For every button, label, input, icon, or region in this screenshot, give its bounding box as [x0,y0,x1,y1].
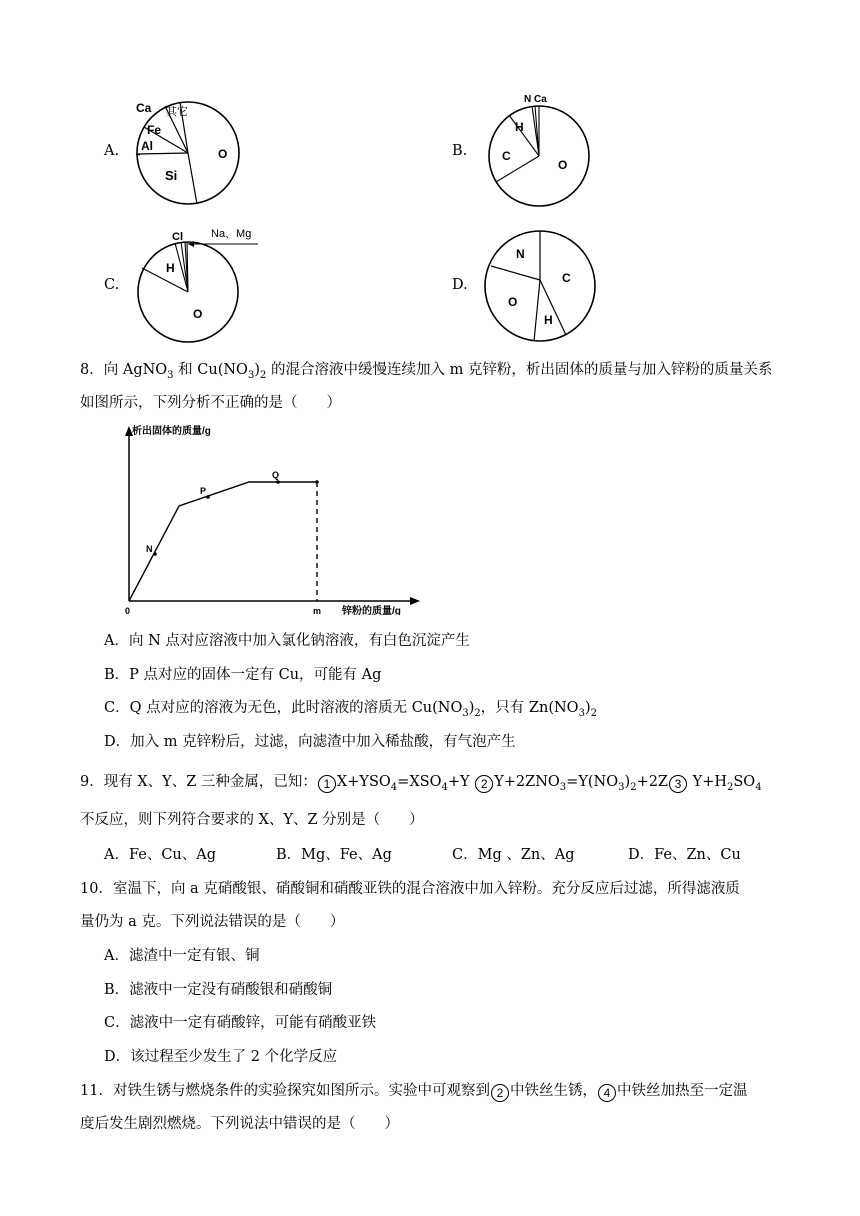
pie-a-label-o: O [218,147,228,161]
graph-x-label: 锌粉的质量/g [342,606,401,615]
q10-option-b[interactable]: B．滤液中一定没有硝酸银和硝酸铜 [104,982,333,998]
question-11-stem: 11．对铁生锈与燃烧条件的实验探究如图所示。实验中可观察到 2 中铁丝生锈， 4 中铁丝加热至一定温 [80,1083,748,1100]
option-letter-b: B. [452,143,468,159]
pie-b-label-h: H [515,120,524,134]
graph-y-label: 析出固体的质量/g [132,426,211,437]
q8-option-b[interactable]: B．P 点对应的固体一定有 Cu，可能有 Ag [104,667,382,683]
q9-option-c[interactable]: C．Mg 、Zn、Ag [452,847,575,863]
pie-c-label-na-mg: Na、Mg [211,228,252,240]
graph-point-p: P [200,486,207,496]
question-9-stem: 9．现有 X、Y、Z 三种金属，已知： 1 $X+YSO_4=XSO_4+Y$ 2 $Y+2ZNO_3=Y(NO_3)_2+2Z$ 3 $Y+H_2SO_4$ [80,774,762,793]
graph-point-q: Q [272,470,280,480]
option-letter-a: A. [104,143,120,159]
pie-b-label-ca: Ca [534,94,547,105]
q8-option-c[interactable]: C．Q 点对应的溶液为无色，此时溶液的溶质无 $Cu(NO_3)_2$，只有 $Zn(NO_3)_2$ [104,700,597,719]
pie-d-label-o: O [508,295,518,309]
graph-point-n: N [146,544,153,554]
pie-c-label-h: H [166,261,175,275]
pie-chart-d [478,224,603,349]
pie-chart-b [482,86,612,216]
question-11-stem-line2: 度后发生剧烈燃烧。下列说法中错误的是（ ） [80,1116,399,1132]
pie-c-label-o: O [193,307,203,321]
mass-graph [112,420,432,615]
pie-chart-c [128,220,298,345]
pie-b-label-n: N [524,94,532,105]
pie-d-label-n: N [516,247,525,261]
pie-b-label-c: C [502,149,511,163]
option-letter-c: C. [104,277,120,293]
pie-a-label-al: Al [141,139,153,153]
question-8-stem-line2: 如图所示，下列分析不正确的是（ ） [80,395,341,411]
q8-option-a[interactable]: A．向 N 点对应溶液中加入氯化钠溶液，有白色沉淀产生 [104,633,470,649]
q10-option-c[interactable]: C．滤液中一定有硝酸锌，可能有硝酸亚铁 [104,1015,377,1031]
q9-option-d[interactable]: D．Fe、Zn、Cu [628,847,741,863]
pie-a-label-si: Si [165,168,178,183]
q10-option-a[interactable]: A．滤渣中一定有银、铜 [104,948,260,964]
pie-a-label-other: 其它 [166,106,188,118]
question-8-stem: 8．向 AgNO$_3$ 和 $Cu(NO_3)_2$ 的混合溶液中缓慢连续加入 m 克锌粉，析出固体的质量与加入锌粉的质量关系 [80,362,773,381]
pie-a-label-fe: Fe [147,123,162,137]
q9-option-b[interactable]: B．Mg、Fe、Ag [276,847,392,863]
graph-origin: 0 [125,606,131,615]
pie-d-label-c: C [562,271,571,285]
pie-b-label-o: O [558,158,568,172]
q9-option-a[interactable]: A．Fe、Cu、Ag [104,847,217,863]
q8-option-d[interactable]: D．加入 m 克锌粉后，过滤，向滤渣中加入稀盐酸，有气泡产生 [104,734,516,750]
pie-chart-a [120,84,250,214]
pie-c-label-cl: Cl [172,231,183,243]
graph-m-label: m [313,606,322,615]
question-10-stem-line2: 量仍为 a 克。下列说法错误的是（ ） [80,914,345,930]
pie-a-label-ca: Ca [136,101,152,115]
pie-d-label-h: H [544,313,553,327]
option-letter-d: D. [452,277,468,293]
q10-option-d[interactable]: D．该过程至少发生了 2 个化学反应 [104,1049,338,1065]
question-10-stem: 10．室温下，向 a 克硝酸银、硝酸铜和硝酸亚铁的混合溶液中加入锌粉。充分反应后过滤，所得滤液质 [80,881,740,897]
question-9-stem-line2: 不反应，则下列符合要求的 X、Y、Z 分别是（ ） [80,812,424,828]
